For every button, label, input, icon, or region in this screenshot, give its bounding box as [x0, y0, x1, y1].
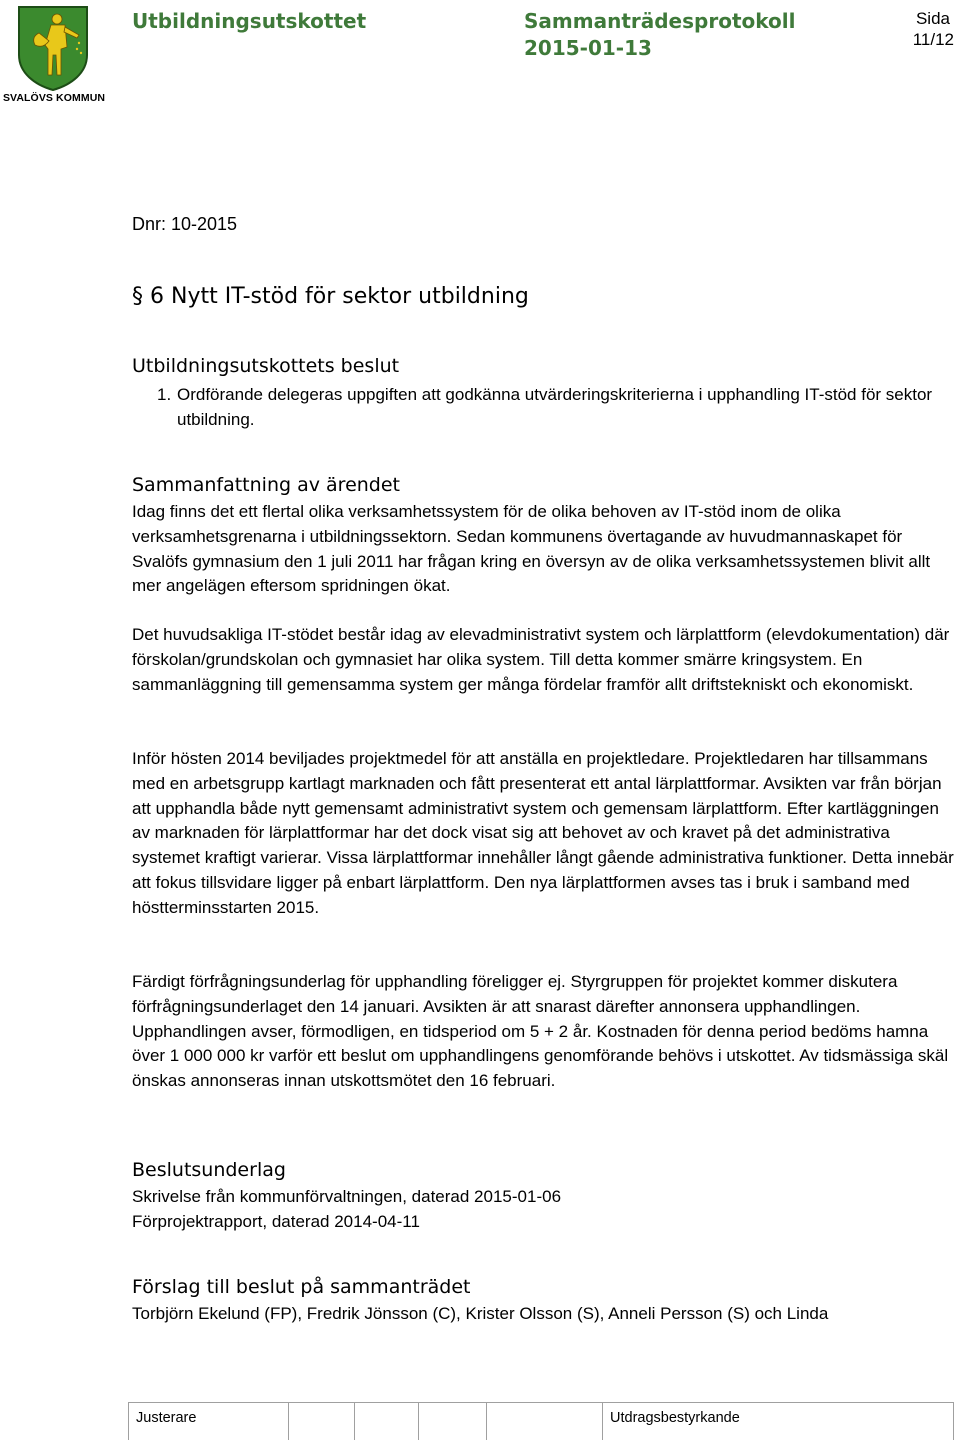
- signature-footer: [128, 1402, 954, 1440]
- coat-of-arms-icon: [17, 5, 89, 91]
- footer-divider: [953, 1403, 954, 1440]
- summary-paragraph-4: Färdigt förfrågningsunderlag för upphandling föreligger ej. Styrgruppen för projektet kommer diskutera förfrågningsunderlaget den 14 januari. Avsikten är att snarast därefter annonsera upphandlingen. Upphandlingen avser, förmodligen, en tidsperiod om 5 + 2 år. Kostnaden för denna period bedöms hamna över 1 000 000 kr varför ett beslut om upphandlingens genomförande behövs i utskottet. Av tidsmässiga skäl önskas annonseras innan utskottsmötet den 16 februari.: [132, 972, 949, 1091]
- page-label: Sida: [915, 9, 950, 28]
- basis-heading: Beslutsunderlag: [132, 1159, 286, 1181]
- logo-caption: SVALÖVS KOMMUN: [2, 92, 106, 104]
- proposal-heading: Förslag till beslut på sammanträdet: [132, 1276, 471, 1298]
- summary-paragraph-2: Det huvudsakliga IT-stödet består idag av elevadministrativt system och lärplattform (elevdokumentation) där förskolan/grundskolan och gymnasiet har olika system. Till detta kommer smärre kringsystem. En sammanläggning till gemensamma system ger många fördelar framför allt driftstekniskt och ekonomiskt.: [132, 625, 950, 694]
- footer-divider: [288, 1403, 289, 1440]
- page-number: 11/12: [912, 30, 954, 49]
- justerare-label: Justerare: [136, 1410, 197, 1426]
- list-number: 1.: [157, 385, 172, 404]
- page-title: § 6 Nytt IT-stöd för sektor utbildning: [132, 284, 529, 309]
- case-number: Dnr: 10-2015: [132, 214, 238, 234]
- footer-divider: [354, 1403, 355, 1440]
- list-text: Ordförande delegeras uppgiften att godkänna utvärderingskriterierna i upphandling IT-stöd för sektor utbildning.: [177, 385, 933, 429]
- basis-item: Förprojektrapport, daterad 2014-04-11: [132, 1212, 420, 1231]
- footer-divider: [418, 1403, 419, 1440]
- utdragsbestyrkande-label: Utdragsbestyrkande: [610, 1410, 740, 1426]
- proposal-text: Torbjörn Ekelund (FP), Fredrik Jönsson (C), Krister Olsson (S), Anneli Persson (S) och Linda: [132, 1304, 829, 1323]
- meeting-date: 2015-01-13: [524, 36, 652, 60]
- committee-name: Utbildningsutskottet: [132, 9, 367, 33]
- summary-paragraph-1: Idag finns det ett flertal olika verksamhetssystem för de olika behoven av IT-stöd inom de olika verksamhetsgrenarna i utbildningssektorn. Sedan kommunens övertagande av huvudmannaskapet för Svalöfs gymnasium den 1 juli 2011 har frågan kring en översyn av de olika verksamhetssystemen blivit allt mer angelägen eftersom spridningen ökat.: [132, 502, 931, 596]
- decision-heading: Utbildningsutskottets beslut: [132, 355, 400, 377]
- footer-divider: [602, 1403, 603, 1440]
- basis-item: Skrivelse från kommunförvaltningen, daterad 2015-01-06: [132, 1187, 562, 1206]
- municipality-logo: [0, 0, 110, 110]
- summary-paragraph-3: Inför hösten 2014 beviljades projektmedel för att anställa en projektledare. Projektledaren har tillsammans med en arbetsgrupp kartlagt marknaden och fått presenterat ett antal lärplattformar. Avsikten var från början att upphandla både nytt gemensamt administrativt system och gemensam lärplattform. Efter kartläggningen av marknaden för lärplattformar har det dock visat sig att behovet av och kravet på det administrativa systemet kraftigt varierar. Vissa lärplattformar innehåller långt gående administrativa funktioner. Detta innebär att fokus tillsvidare ligger på enbart lärplattform. Den nya lärplattformen avses tas i bruk i samband med höstterminsstarten 2015.: [132, 749, 954, 917]
- footer-divider: [486, 1403, 487, 1440]
- footer-divider: [128, 1403, 129, 1440]
- document-type: Sammanträdesprotokoll: [524, 9, 796, 33]
- summary-heading: Sammanfattning av ärendet: [132, 474, 400, 496]
